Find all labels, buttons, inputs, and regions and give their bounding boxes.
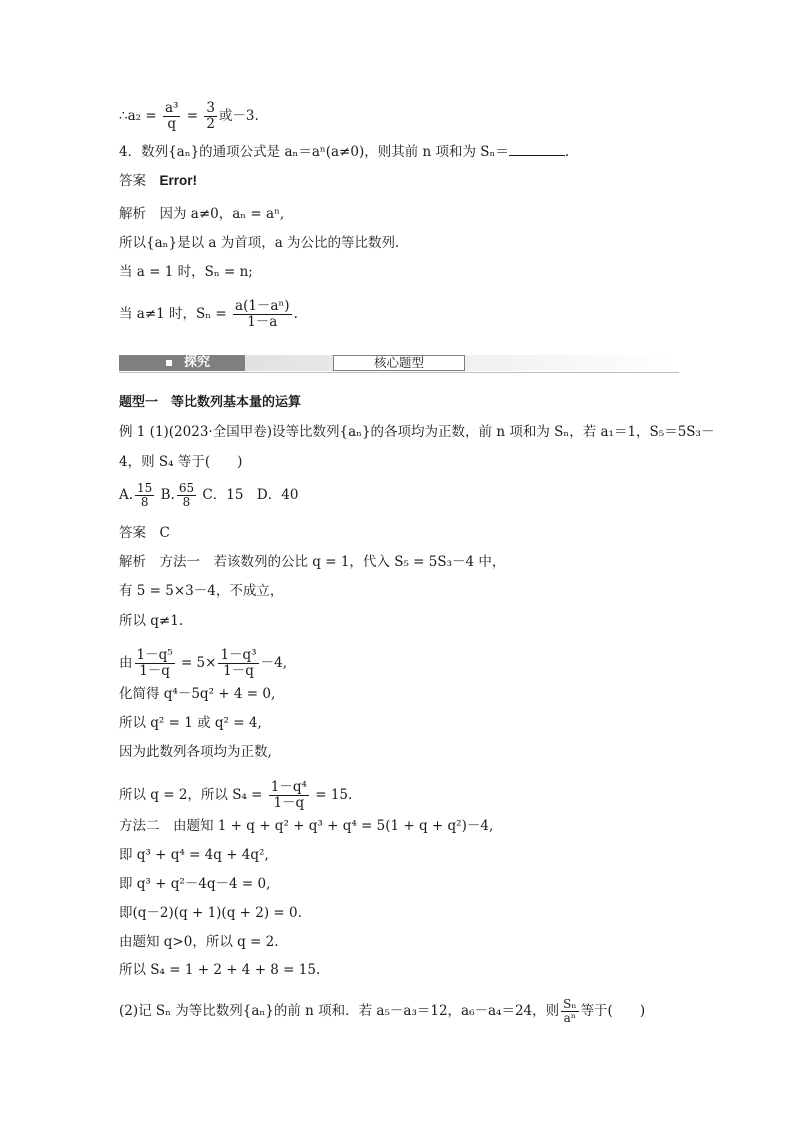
fraction-numerator: Sₙ [563, 997, 577, 1011]
text-a2-prefix: ∴a₂ = [119, 108, 161, 124]
text-period: . [293, 306, 298, 322]
fraction-denominator: q [167, 116, 177, 132]
answer-label: 答案 [119, 173, 146, 189]
fraction-a3-over-q [163, 101, 180, 132]
method-2-line-6: 所以 S₄ = 1 + 2 + 4 + 8 = 15. [119, 962, 321, 978]
analysis-line-2: 所以{aₙ}是以 a 为首项，a 为公比的等比数列． [119, 235, 409, 251]
text-or-minus-3: 或－3. [218, 108, 259, 124]
method-1-result [119, 780, 352, 811]
part-2-end: 等于( ) [580, 1003, 646, 1019]
banner-title-explore: 探究 [184, 355, 211, 370]
answer-line-q4 [119, 172, 197, 190]
option-a-fraction [135, 482, 154, 509]
text-equals-15: = 15. [310, 787, 353, 803]
banner-tab-core-types: 核心题型 [333, 355, 465, 371]
fraction-numerator: a(1－aⁿ) [235, 298, 290, 314]
fraction-sn-over-an [561, 998, 578, 1025]
fraction-numerator: a³ [164, 100, 179, 116]
analysis-line-1: 解析 因为 a≠0，aₙ = aⁿ, [119, 206, 285, 222]
method-1-line-7: 因为此数列各项均为正数, [119, 744, 272, 760]
analysis-line-4 [119, 299, 298, 330]
method-1-line-6: 所以 q² = 1 或 q² = 4, [119, 715, 262, 731]
method-1-line-5: 化简得 q⁴－5q² + 4 = 0, [119, 686, 276, 702]
fraction-numerator: 3 [206, 100, 215, 116]
example-1-line-2: 4，则 S₄ 等于( ) [119, 454, 243, 470]
text-equals: = [182, 108, 203, 124]
banner-square-icon [166, 360, 172, 366]
text-equals-5-times: = 5× [176, 655, 217, 671]
fraction-denominator: 2 [206, 116, 215, 132]
fraction-numerator: 15 [137, 481, 153, 495]
text-q-equals-2: 所以 q = 2，所以 S₄ = [119, 787, 267, 803]
fraction-denominator: 8 [140, 495, 149, 509]
method-1-equation [119, 648, 287, 679]
analysis-line-3: 当 a = 1 时，Sₙ = n; [119, 264, 253, 280]
banner-dark-block [119, 355, 245, 371]
options-c-d: C．15 D．40 [198, 487, 299, 503]
fraction-right [218, 648, 258, 679]
method-2-line-1: 方法二 由题知 1 + q + q² + q³ + q⁴ = 5(1 + q + q²)－4, [119, 818, 494, 834]
question-4-end: . [564, 144, 570, 160]
fraction-numerator: 1－q⁵ [136, 647, 173, 663]
fraction-3-over-2 [204, 101, 217, 132]
fraction-numerator: 1－q⁴ [270, 779, 307, 795]
solution-line-a2 [119, 101, 259, 132]
fraction-denominator: 1－q [273, 795, 305, 811]
fraction-denominator: 1－q [223, 663, 254, 679]
method-1-line-2: 有 5 = 5×3－4，不成立， [119, 583, 284, 599]
example-1-options [119, 482, 298, 509]
fraction-s4 [269, 780, 309, 811]
text-case-a-not-1: 当 a≠1 时，Sₙ = [119, 306, 232, 322]
option-a-label: A. [119, 487, 134, 503]
section-banner [119, 355, 679, 375]
method-2-line-5: 由题知 q>0，所以 q = 2. [119, 934, 279, 950]
fraction-denominator: aⁿ [563, 1011, 577, 1025]
method-1-line-3: 所以 q≠1. [119, 613, 184, 629]
fraction-numerator: 65 [178, 481, 195, 495]
fraction-denominator: 1－a [247, 314, 278, 330]
example-1-line-1: 例 1 (1)(2023·全国甲卷)设等比数列{aₙ}的各项均为正数，前 n 项和为 Sₙ，若 a₁＝1，S₅＝5S₃－ [119, 424, 715, 440]
question-4 [119, 143, 569, 161]
text-from: 由 [119, 655, 133, 671]
option-b-label: B. [156, 487, 175, 503]
part-2-text: (2)记 Sₙ 为等比数列{aₙ}的前 n 项和．若 a₅－a₃＝12，a₆－a₄＝24，则 [119, 1003, 560, 1019]
method-2-line-3: 即 q³ + q²－4q－4 = 0, [119, 876, 271, 892]
question-4-text: 4．数列{aₙ}的通项公式是 aₙ＝aⁿ(a≠0)，则其前 n 项和为 Sₙ＝ [119, 144, 509, 160]
example-1-answer: 答案 C [119, 525, 170, 541]
answer-blank [509, 143, 565, 156]
fraction-denominator: 1－q [139, 663, 170, 679]
method-1-line-1: 解析 方法一 若该数列的公比 q = 1，代入 S₅ = 5S₃－4 中， [119, 554, 506, 570]
method-2-line-4: 即(q－2)(q + 1)(q + 2) = 0. [119, 905, 302, 921]
fraction-sum-formula [233, 299, 292, 330]
fraction-left [135, 648, 175, 679]
fraction-numerator: 1－q³ [220, 647, 257, 663]
example-1-part-2 [119, 998, 645, 1025]
option-b-fraction [177, 482, 196, 509]
method-2-line-2: 即 q³ + q⁴ = 4q + 4q², [119, 847, 269, 863]
banner-underline [119, 372, 679, 373]
fraction-denominator: 8 [182, 495, 191, 509]
text-minus-4: －4, [260, 655, 287, 671]
answer-value: Error! [159, 173, 198, 188]
section-heading: 题型一 等比数列基本量的运算 [119, 395, 302, 410]
